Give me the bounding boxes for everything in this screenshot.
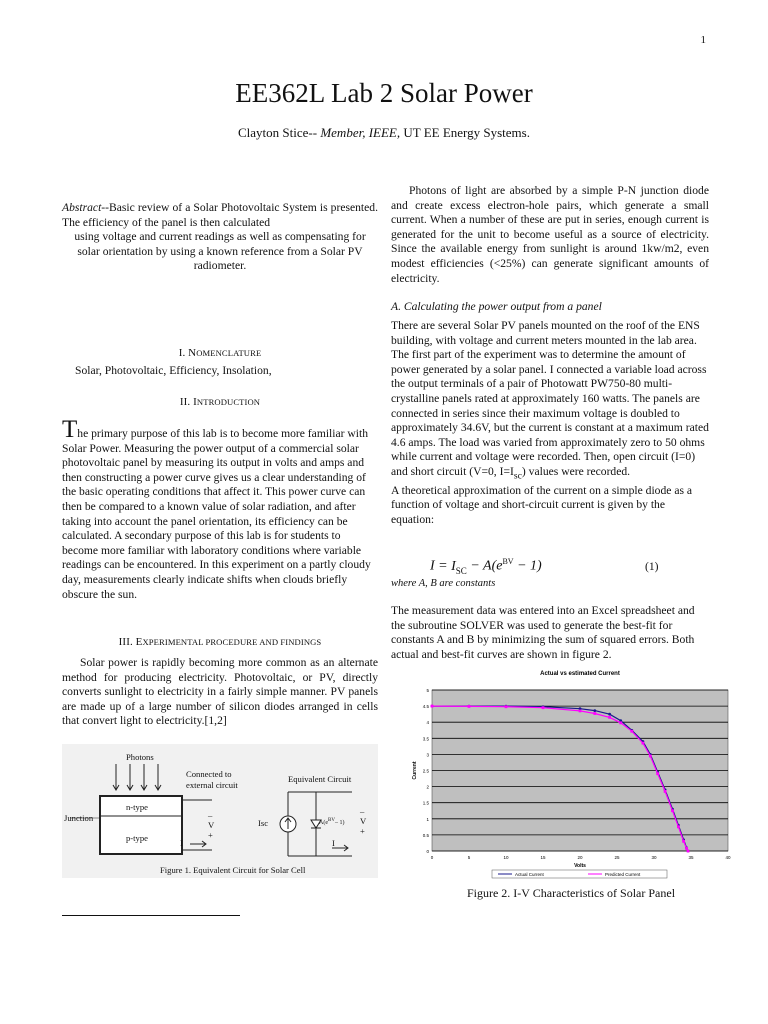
chart-title: Actual vs estimated Current	[540, 671, 620, 677]
experimental-text: Solar power is rapidly becoming more common as an alternate method for producing electricity. Photovoltaic, or PV, directly converts sunlight to electricity in a fairly simple manner. PV panels are made up of a large number of silicon diodes arranged in cells that convert light to electricity.[1,2]	[62, 656, 378, 728]
label-plus-left: +	[208, 830, 213, 840]
label-junction: Junction	[64, 813, 94, 823]
right-para-4: The measurement data was entered into an Excel spreadsheet and the subroutine SOLVER was used to generate the best-fit for constants A and B by minimizing the sum of squared errors. Both actual and best-fit curves are shown in figure 2.	[391, 604, 695, 661]
label-equivalent-circuit: Equivalent Circuit	[288, 774, 352, 784]
data-point-predicted	[542, 706, 545, 709]
x-tick-label: 15	[540, 855, 546, 860]
heading-introduction: II. INTRODUCTION	[179, 396, 261, 408]
abstract-label: Abstract	[62, 201, 102, 214]
label-ptype: p-type	[126, 833, 148, 843]
label-minus-left: –	[208, 810, 213, 820]
subhead-power-output: A. Calculating the power output from a panel	[391, 300, 602, 313]
label-diode: $A(e^{BV}-$ 1)	[319, 818, 345, 826]
label-v-left: V	[208, 820, 215, 830]
right-para-1: Photons of light are absorbed by a simple P-N junction diode and create excess electron-hole pairs, which generate a small current. When a number of these are put in series, enough current is generated for the unit to become useful as a source of electricity. Since the available energy from sunlight is around 1kw/m2, even modest efficiencies (<25%) can generate significant amounts of electricity.	[391, 184, 709, 285]
data-point-predicted	[630, 730, 633, 733]
figure-1	[62, 744, 378, 878]
abstract-line1: --Basic review of a Solar Photovoltaic System is presented. The efficiency of the panel is then calculated	[62, 201, 378, 229]
data-point-predicted	[656, 772, 659, 775]
iv-chart-svg	[391, 666, 739, 884]
label-i-left: I	[180, 838, 183, 848]
data-point-predicted	[608, 716, 611, 719]
data-point-predicted	[642, 742, 645, 745]
dropcap: T	[62, 416, 78, 443]
circuit-diagram	[62, 744, 378, 878]
label-isc: Isc	[258, 818, 269, 828]
heading-nomenclature: I. NOMENCLATURE	[178, 347, 262, 359]
data-point-predicted	[431, 705, 434, 708]
paper-title: EE362L Lab 2 Solar Power	[235, 78, 533, 108]
author-affiliation: UT EE Energy Systems.	[403, 125, 530, 140]
nomenclature-text: Solar, Photovoltaic, Efficiency, Insolation,	[75, 364, 272, 377]
data-point-predicted	[505, 705, 508, 708]
intro-body: he primary purpose of this lab is to become more familiar with Solar Power. Measuring the power output of a commercial solar photovoltaic panel by measuring its output in volts and amps and then constructing a power curve gives us a clear understanding of the basic operating conditions that affect it. This power curve can then be compared to a known value of solar radiation, and after taking into account the panel orientation, its efficiency can be calculated. A secondary purpose of this lab is for students to become more familiar with laboratory conditions where variable readings can be encountered. In this experiment on a partly cloudy day, measurements clearly indicate shifts when clouds briefly obscure the sun.	[62, 427, 371, 601]
data-point-actual	[608, 713, 611, 716]
label-minus-right: –	[360, 806, 365, 816]
equation-1: $I = I_{SC} - A(e^{BV} - 1)$	[430, 557, 542, 576]
y-tick-label: 1	[426, 816, 429, 822]
y-tick-label: 4	[426, 720, 429, 726]
authors-line	[0, 125, 768, 141]
legend-label: Actual Current	[515, 872, 544, 877]
abstract	[62, 201, 378, 274]
x-tick-label: 40	[725, 855, 731, 860]
abstract-rest: using voltage and current readings as well as compensating for solar orientation by using a known reference from a Solar PV radiometer.	[74, 230, 366, 273]
y-tick-label: 4.5	[422, 704, 429, 710]
y-tick-label: 0.5	[422, 832, 429, 838]
y-tick-label: 2	[426, 784, 429, 790]
figure-2-chart	[391, 666, 739, 884]
label-connected: Connected to	[186, 769, 232, 779]
data-point-predicted	[579, 710, 582, 713]
equation-where: where A, B are constants	[391, 578, 496, 589]
x-tick-label: 0	[430, 855, 434, 860]
photon-arrows-icon	[113, 764, 161, 790]
data-point-predicted	[468, 705, 471, 708]
figure-1-caption: Figure 1. Equivalent Circuit for Solar Cell	[160, 865, 306, 875]
data-point-predicted	[677, 825, 680, 828]
label-external: external circuit	[186, 780, 238, 790]
heading-experimental: III. EXPERIMENTAL PROCEDURE AND FINDINGS	[118, 636, 322, 648]
x-axis-label: Volts	[574, 863, 586, 869]
data-point-predicted	[671, 809, 674, 812]
author-member: Member, IEEE,	[320, 125, 401, 140]
y-tick-label: 3.5	[422, 736, 429, 742]
label-photons: Photons	[126, 752, 154, 762]
x-tick-label: 25	[614, 855, 620, 860]
y-tick-label: 1.5	[422, 800, 429, 806]
figure-2-caption: Figure 2. I-V Characteristics of Solar Panel	[466, 886, 676, 900]
label-i-right: I	[332, 838, 335, 848]
label-v-right: V	[360, 816, 367, 826]
footnote-rule	[62, 915, 240, 916]
x-tick-label: 10	[503, 855, 509, 860]
data-point-predicted	[664, 790, 667, 793]
right-para-2: There are several Solar PV panels mounted on the roof of the ENS building, with voltage and current meters mounted in the lab area. The first part of the experiment was to determine the amount of power generated by a solar panel. I connected a variable load across the output terminals of a pair of Photowatt PW750-80 multi-crystalline panels rated at approximately 160 watts. The panels are connected in series since their maximum voltage is doubled to approximately 34.6V, but the current is constant at a maximum rated 4.6 amps. The load was varied from approximately zero to 50 ohms while current and voltage were recorded. Then, open circuit (I=0) and short circuit (V=0, $I=I_{sc}$) values were recorded. A theoretical approximation of the current on a simple diode as a function of voltage and short-circuit current is given by the equation:	[391, 319, 709, 527]
equation-number: (1)	[645, 560, 659, 573]
author-name: Clayton Stice--	[238, 125, 318, 140]
label-plus-right: +	[360, 826, 365, 836]
data-point-actual	[593, 709, 596, 712]
label-ntype: n-type	[126, 802, 148, 812]
data-point-predicted	[649, 755, 652, 758]
x-tick-label: 35	[688, 855, 694, 860]
y-axis-label: Current	[412, 761, 418, 780]
y-tick-label: 0	[426, 849, 429, 854]
data-point-predicted	[687, 850, 690, 853]
legend-label: Predicted Current	[605, 872, 641, 877]
data-point-predicted	[619, 721, 622, 724]
y-tick-label: 5	[426, 688, 429, 693]
data-point-predicted	[682, 840, 685, 843]
y-tick-label: 3	[426, 752, 429, 758]
data-point-predicted	[685, 847, 688, 850]
page-number: 1	[700, 34, 706, 46]
introduction-text	[62, 416, 378, 602]
x-tick-label: 20	[577, 855, 583, 860]
x-tick-label: 5	[467, 855, 471, 860]
data-point-predicted	[593, 712, 596, 715]
x-tick-label: 30	[651, 855, 657, 860]
y-tick-label: 2.5	[422, 768, 429, 774]
